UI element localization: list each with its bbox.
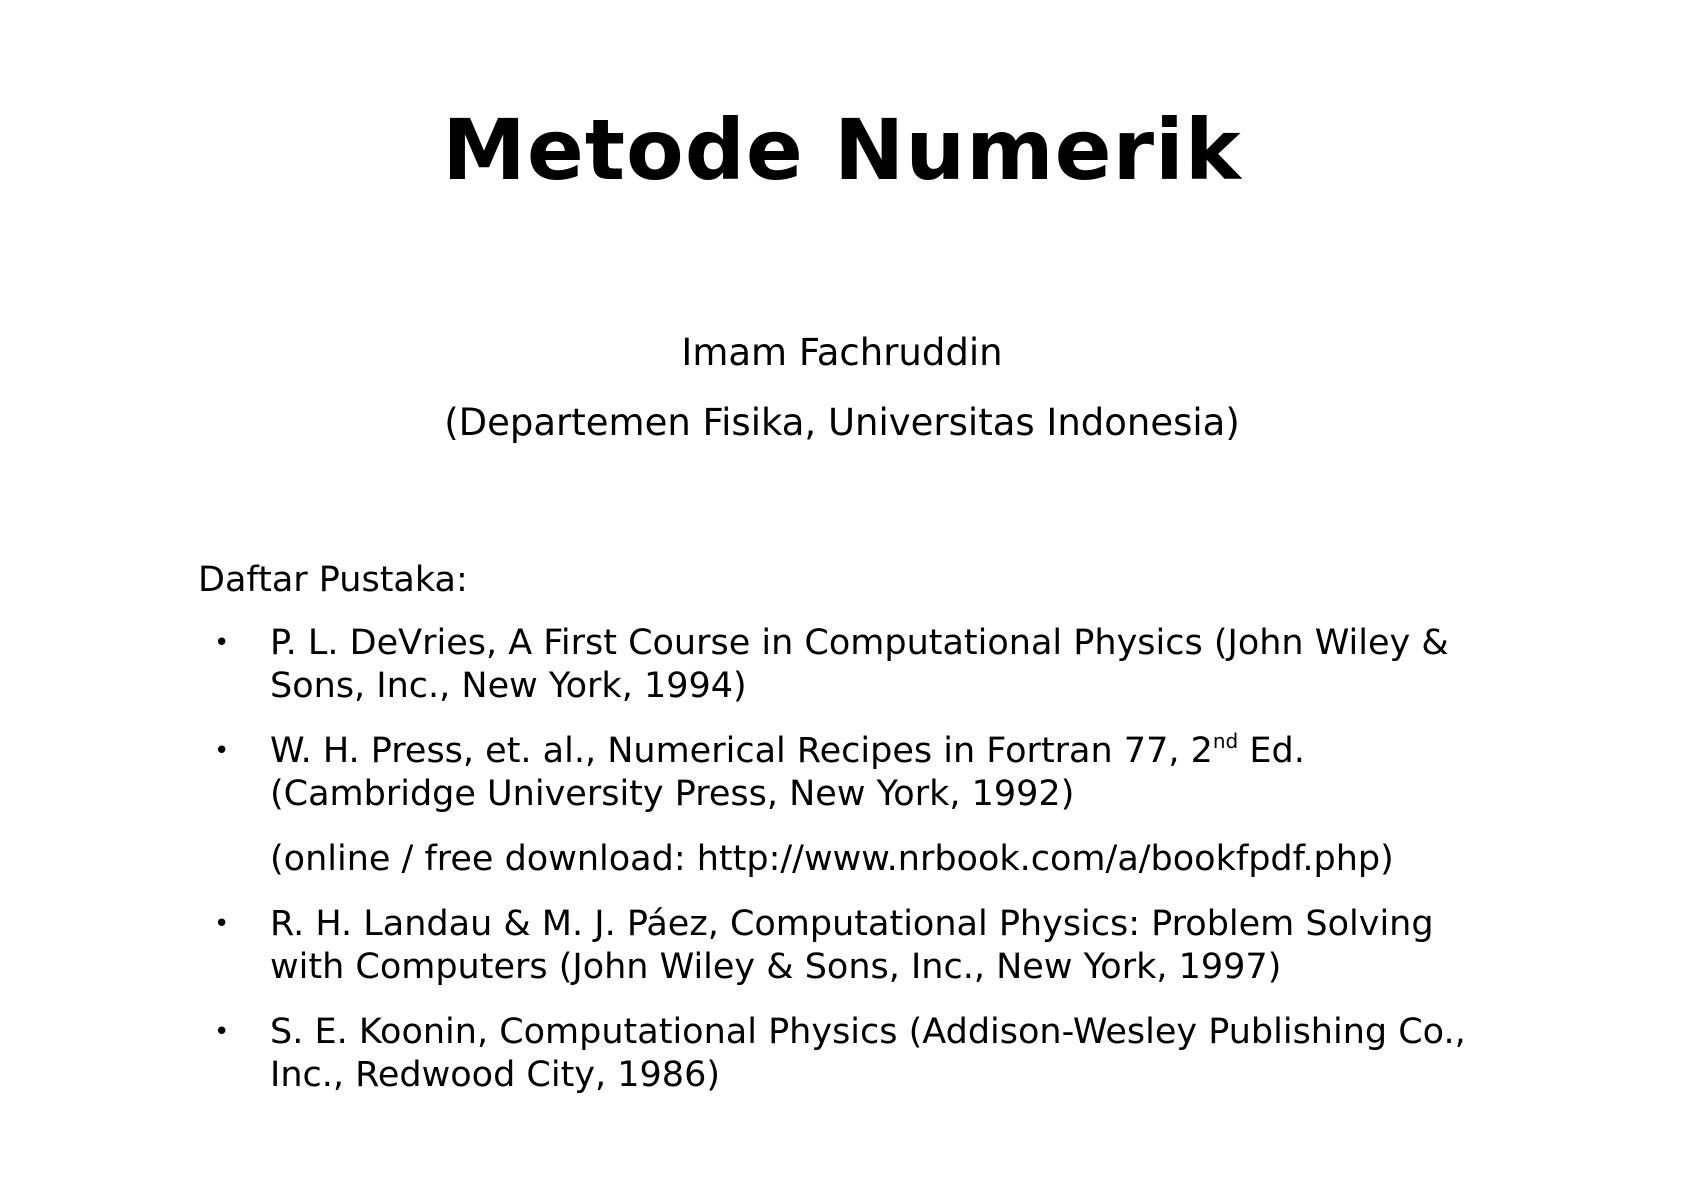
reference-item-devries	[210, 622, 1510, 708]
reference-item-koonin	[210, 1011, 1510, 1097]
references-list	[210, 622, 1510, 1097]
reference-item-press	[210, 730, 1510, 816]
bullet-icon: •	[214, 628, 230, 658]
author-affiliation: (Departemen Fisika, Universitas Indonesia)	[444, 401, 1240, 444]
bullet-icon: •	[214, 736, 230, 766]
ordinal-superscript: nd	[1212, 729, 1239, 753]
author-name: Imam Fachruddin	[681, 331, 1003, 374]
reference-note-text: (online / free download: http://www.nrbook.com/a/bookfpdf.php)	[270, 839, 1394, 879]
reference-item-landau	[210, 903, 1510, 989]
reference-text-part: Ed. (Cambridge University Press, New York, 1992)	[270, 731, 1305, 814]
slide-title: Metode Numerik	[442, 101, 1242, 199]
reference-text: P. L. DeVries, A First Course in Computational Physics (John Wiley & Sons, Inc., New York, 1994)	[270, 623, 1449, 706]
references-heading: Daftar Pustaka:	[198, 560, 468, 600]
reference-note-online	[210, 838, 1510, 881]
reference-text: R. H. Landau & M. J. Páez, Computational Physics: Problem Solving with Computers (John Wiley & Sons, Inc., New York, 1997)	[270, 904, 1434, 987]
reference-text-part: W. H. Press, et. al., Numerical Recipes in Fortran 77, 2	[270, 731, 1213, 771]
reference-text: S. E. Koonin, Computational Physics (Addison-Wesley Publishing Co., Inc., Redwood City, 1986)	[270, 1012, 1466, 1095]
bullet-icon: •	[214, 1017, 230, 1047]
bullet-icon: •	[214, 909, 230, 939]
